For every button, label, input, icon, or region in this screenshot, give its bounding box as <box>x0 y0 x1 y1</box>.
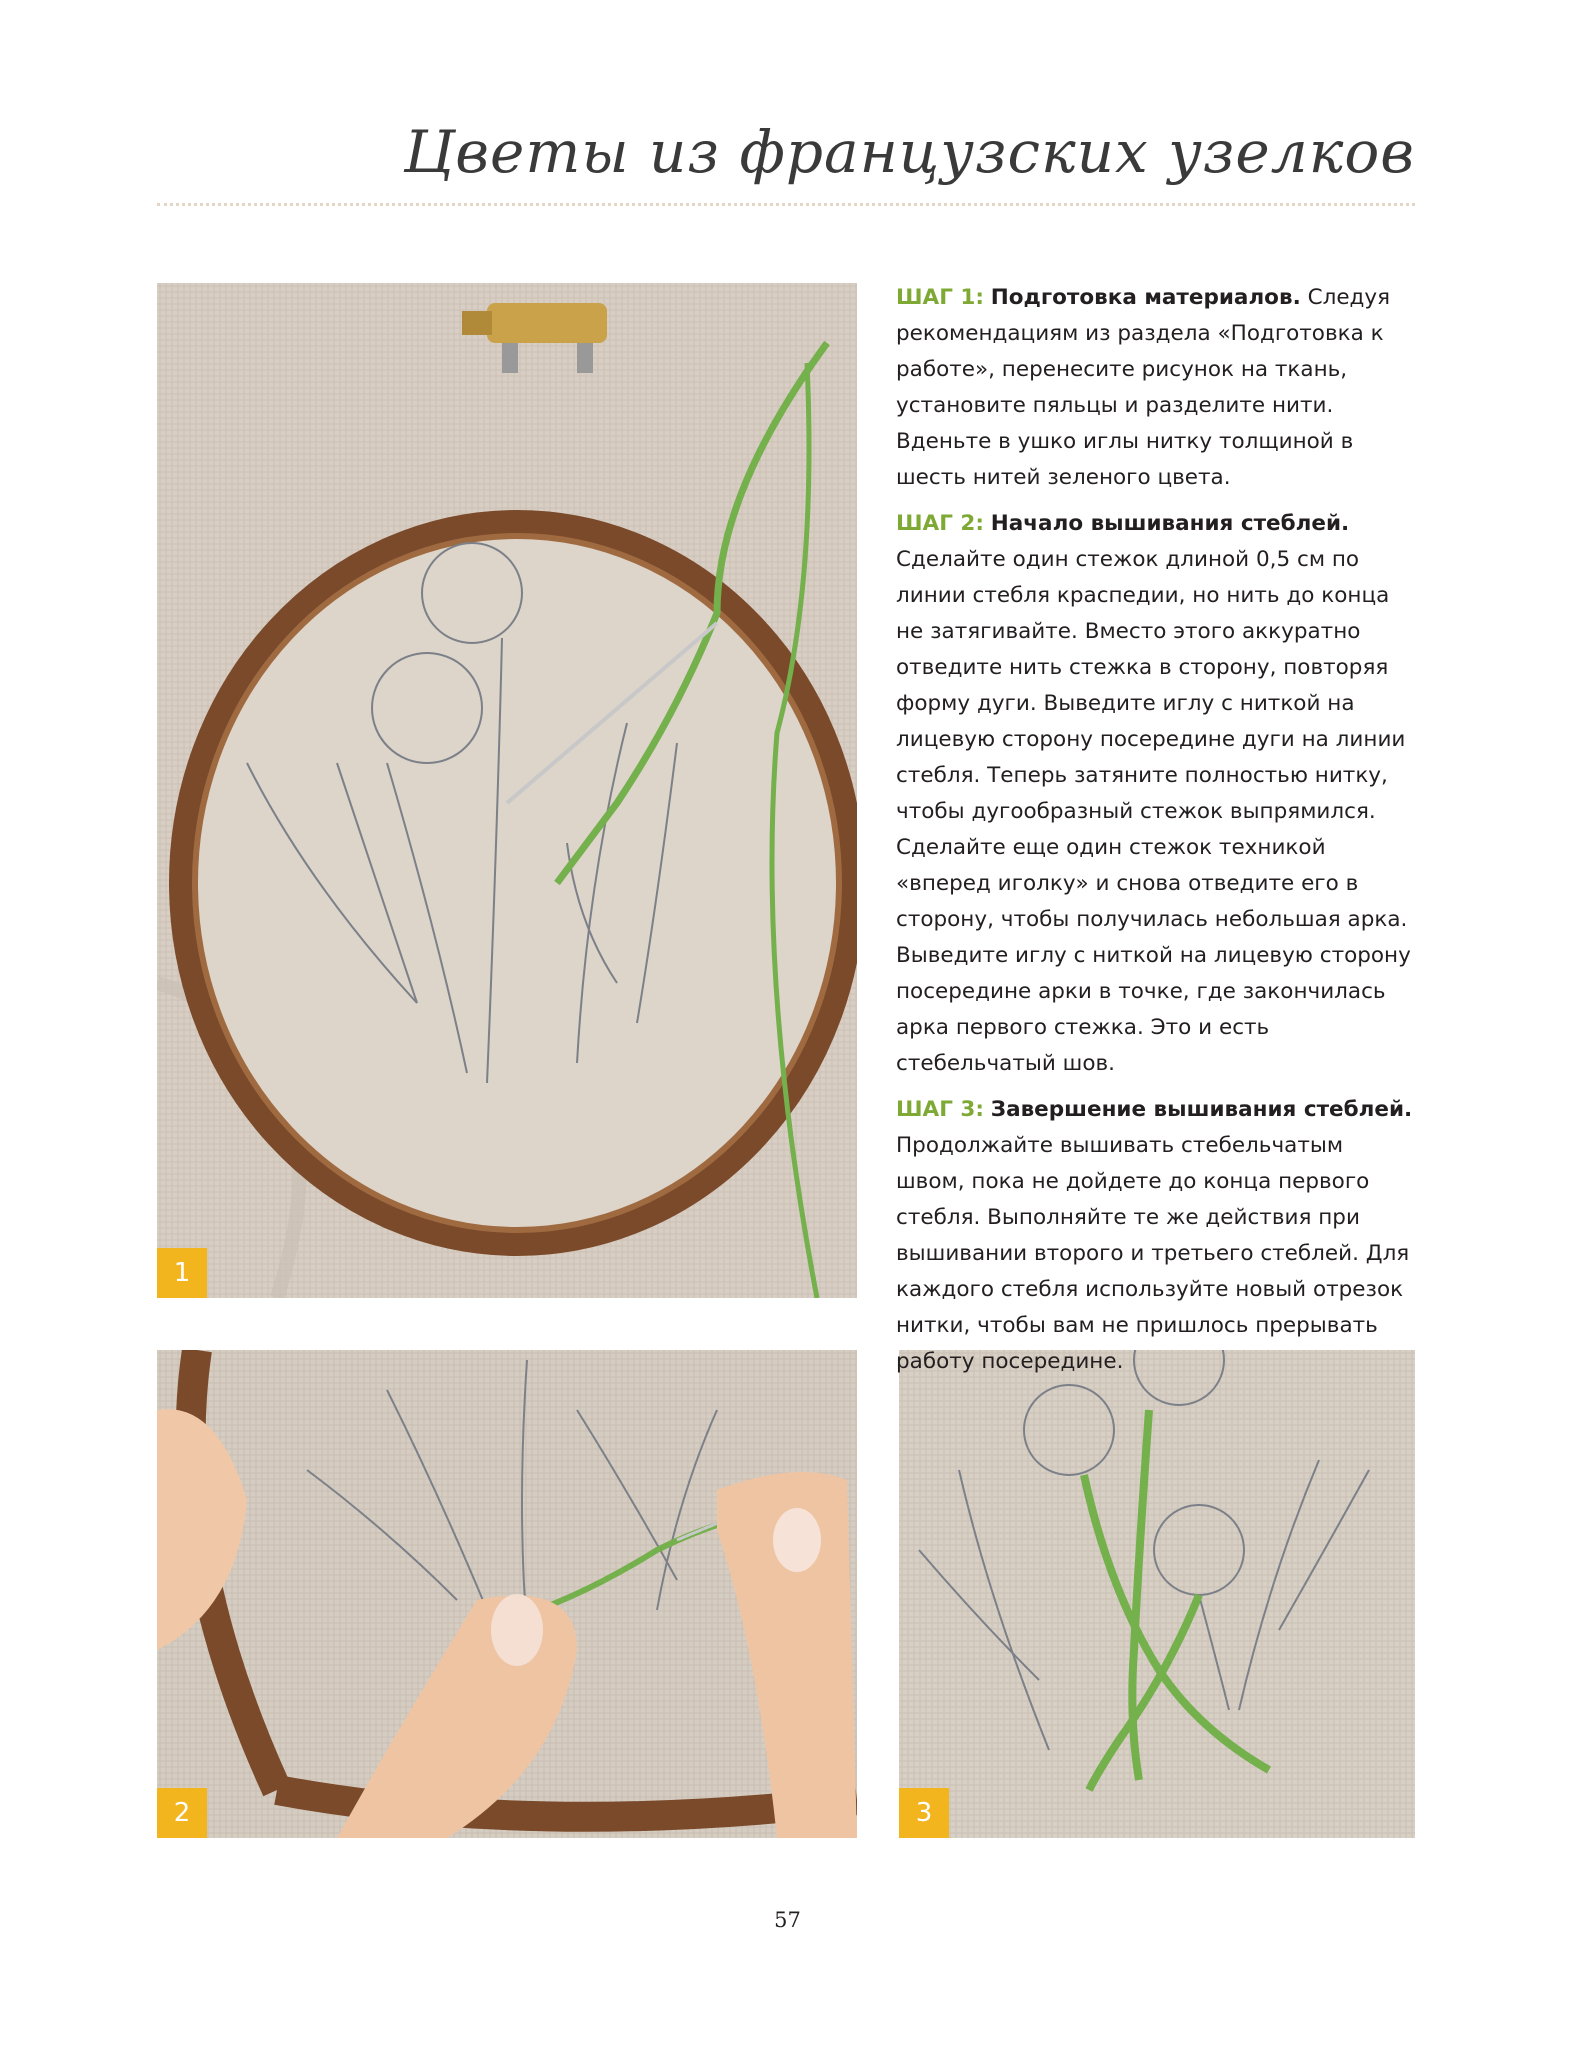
chapter-title: Цветы из французских узелков <box>403 118 1415 186</box>
photo-number-badge: 2 <box>157 1788 207 1838</box>
hands-stitching-photo <box>157 1350 857 1838</box>
photo-number-badge: 3 <box>899 1788 949 1838</box>
page-number: 57 <box>774 1908 801 1932</box>
photo-step-2 <box>157 1350 857 1838</box>
photo-step-3 <box>899 1350 1415 1838</box>
step-text: Сделайте один стежок длиной 0,5 см по линии стебля краспедии, но нить до конца не затягивайте. Вместо этого аккуратно отведите нить стежка в сторону, повторяя форму дуги. Выведите иглу с ниткой на лицевую сторону посередине дуги на линии стебля. Теперь затяните полностью нитку, чтобы дугообразный стежок выпрямился. Сделайте еще один стежок техникой «вперед иголку» и снова отведите его в сторону, чтобы получилась небольшая арка. Выведите иглу с ниткой на лицевую сторону посередине арки в точке, где закончилась арка первого стежка. Это и есть стебельчатый шов. <box>896 547 1411 1076</box>
step-title: Завершение вышивания стеблей. <box>990 1097 1413 1122</box>
step-text: Следуя рекомендациям из раздела «Подготовка к работе», перенесите рисунок на ткань, установите пяльцы и разделите нити. Вденьте в ушко иглы нитку толщиной в шесть нитей зеленого цвета. <box>896 285 1391 490</box>
photo-step-1 <box>157 283 857 1298</box>
stem-stitch-result-photo <box>899 1350 1415 1838</box>
step-3 <box>896 1092 1416 1380</box>
step-label: ШАГ 1: <box>896 285 984 310</box>
step-label: ШАГ 3: <box>896 1097 984 1122</box>
embroidery-hoop-needle-photo <box>157 283 857 1298</box>
step-text: Продолжайте вышивать стебельчатым швом, пока не дойдете до конца первого стебля. Выполняйте те же действия при вышивании второго и третьего стеблей. Для каждого стебля используйте новый отрезок нитки, чтобы вам не пришлось прерывать работу посередине. <box>896 1133 1410 1374</box>
step-label: ШАГ 2: <box>896 511 984 536</box>
step-title: Начало вышивания стеблей. <box>990 511 1350 536</box>
step-1 <box>896 280 1416 496</box>
photo-number-badge: 1 <box>157 1248 207 1298</box>
step-2 <box>896 506 1416 1082</box>
instructions-column <box>896 280 1416 1390</box>
step-title: Подготовка материалов. <box>990 285 1301 310</box>
header-divider <box>157 203 1415 206</box>
